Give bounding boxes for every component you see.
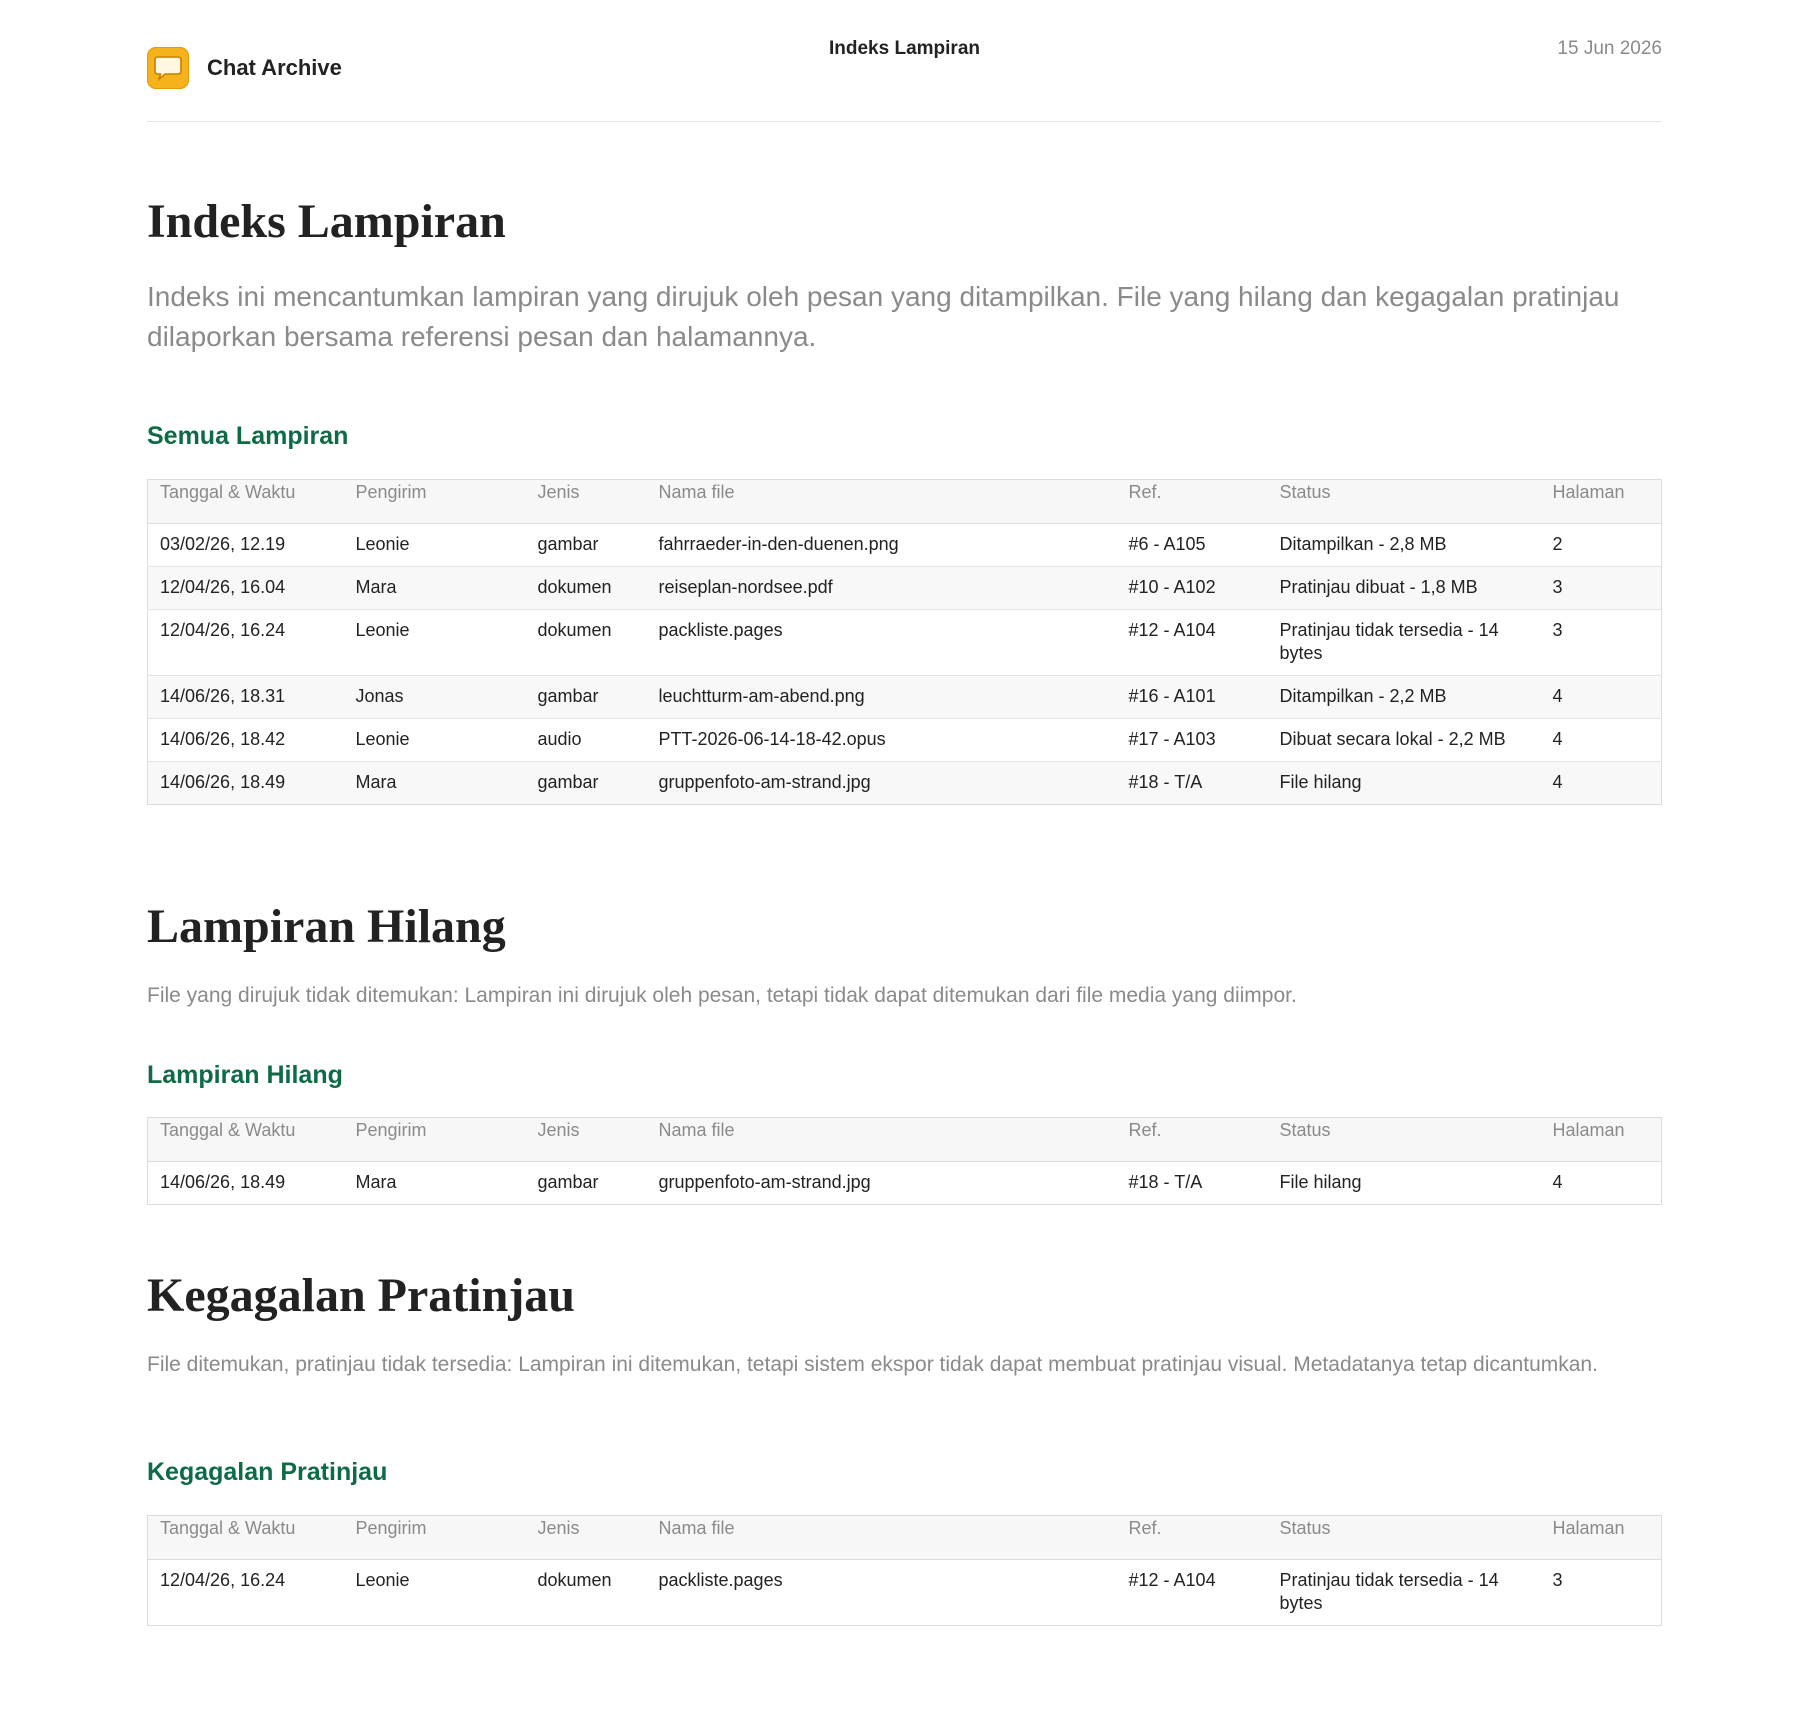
page-title: Indeks Lampiran [147,195,506,248]
cell-page: 3 [1541,610,1662,676]
cell-filename: leuchtturm-am-abend.png [647,676,1117,719]
table-header-row [148,480,1662,524]
column-header-ref: Ref. [1117,1516,1268,1560]
document-page [147,0,1662,1613]
all-attachments-heading: Semua Lampiran [147,422,349,450]
cell-date-time: 12/04/26, 16.24 [148,610,344,676]
table-header-row [148,1516,1662,1560]
intro-lead: Indeks ini mencantumkan lampiran yang dirujuk oleh pesan yang ditampilkan. File yang hilang dan kegagalan pratinjau dilaporkan bersama referensi pesan dan halamannya. [147,281,1620,352]
cell-filename: reiseplan-nordsee.pdf [647,567,1117,610]
table-header-row [148,1118,1662,1162]
cell-type: gambar [537,1172,599,1192]
column-header-date-time: Tanggal & Waktu [148,1118,344,1162]
column-header-filename: Nama file [647,1516,1117,1560]
column-header-date-time: Tanggal & Waktu [148,480,344,524]
cell-date-time: 14/06/26, 18.42 [148,719,344,762]
cell-ref: #18 - T/A [1128,1172,1203,1192]
column-header-status: Status [1268,1118,1541,1162]
preview-failures-table [147,1515,1662,1626]
column-header-type: Jenis [526,1516,647,1560]
page-header [147,0,1662,122]
cell-ref: #10 - A102 [1117,567,1268,610]
cell-page: 3 [1541,567,1662,610]
cell-type: gambar [526,676,647,719]
cell-status: Dibuat secara lokal - 2,2 MB [1268,719,1541,762]
cell-status: Pratinjau tidak tersedia - 14 bytes [1279,1570,1499,1613]
cell-filename: PTT-2026-06-14-18-42.opus [647,719,1117,762]
cell-date-time: 12/04/26, 16.04 [148,567,344,610]
cell-sender: Jonas [344,676,526,719]
table-row [148,524,1662,567]
column-header-page: Halaman [1541,1118,1662,1162]
cell-ref: #12 - A104 [1117,610,1268,676]
cell-ref: #12 - A104 [1128,1570,1216,1590]
cell-sender: Leonie [355,1570,410,1590]
column-header-status: Status [1268,480,1541,524]
header-title: Indeks Lampiran [829,38,980,59]
table-row [148,762,1662,805]
cell-status: File hilang [1268,762,1541,805]
cell-date-time: 12/04/26, 16.24 [160,1570,286,1590]
cell-status: Ditampilkan - 2,2 MB [1268,676,1541,719]
cell-status: Ditampilkan - 2,8 MB [1268,524,1541,567]
preview-failures-heading: Kegagalan Pratinjau [147,1458,388,1486]
cell-page: 3 [1552,1570,1563,1590]
column-header-page: Halaman [1541,1516,1662,1560]
header-date: 15 Jun 2026 [1557,38,1662,59]
cell-page: 4 [1541,762,1662,805]
cell-ref: #16 - A101 [1117,676,1268,719]
cell-type: gambar [526,524,647,567]
column-header-type: Jenis [526,480,647,524]
column-header-filename: Nama file [647,1118,1117,1162]
failures-section-title: Kegagalan Pratinjau [147,1269,575,1322]
column-header-filename: Nama file [647,480,1117,524]
table-row [148,610,1662,676]
cell-filename: packliste.pages [658,1570,783,1590]
cell-sender: Leonie [344,719,526,762]
cell-sender: Mara [355,1172,397,1192]
column-header-type: Jenis [526,1118,647,1162]
cell-status: Pratinjau tidak tersedia - 14 bytes [1268,610,1541,676]
cell-filename: packliste.pages [647,610,1117,676]
column-header-status: Status [1268,1516,1541,1560]
cell-date-time: 14/06/26, 18.49 [148,762,344,805]
missing-attachments-heading: Lampiran Hilang [147,1061,343,1089]
column-header-page: Halaman [1541,480,1662,524]
cell-filename: gruppenfoto-am-strand.jpg [658,1172,871,1192]
cell-page: 4 [1541,676,1662,719]
cell-filename: fahrraeder-in-den-duenen.png [647,524,1117,567]
cell-type: dokumen [537,1570,612,1590]
missing-section-title: Lampiran Hilang [147,900,506,953]
cell-sender: Mara [344,567,526,610]
column-header-sender: Pengirim [344,1118,526,1162]
cell-date-time: 14/06/26, 18.49 [160,1172,286,1192]
column-header-sender: Pengirim [344,480,526,524]
cell-status: Pratinjau dibuat - 1,8 MB [1268,567,1541,610]
missing-description: File yang dirujuk tidak ditemukan: Lampiran ini dirujuk oleh pesan, tetapi tidak dapat ditemukan dari file media yang diimpor. [147,984,1297,1007]
cell-filename: gruppenfoto-am-strand.jpg [647,762,1117,805]
cell-sender: Leonie [344,610,526,676]
missing-attachments-table [147,1117,1662,1205]
cell-page: 4 [1541,719,1662,762]
table-row [148,1162,1662,1205]
cell-ref: #17 - A103 [1117,719,1268,762]
table-row [148,567,1662,610]
cell-type: gambar [526,762,647,805]
cell-sender: Mara [344,762,526,805]
cell-type: dokumen [526,567,647,610]
table-row [148,719,1662,762]
app-name: Chat Archive [207,55,342,80]
cell-page: 4 [1552,1172,1563,1192]
table-row [148,1560,1662,1626]
cell-date-time: 03/02/26, 12.19 [148,524,344,567]
cell-status: File hilang [1279,1172,1362,1192]
column-header-sender: Pengirim [344,1516,526,1560]
cell-sender: Leonie [344,524,526,567]
cell-page: 2 [1541,524,1662,567]
table-row [148,676,1662,719]
column-header-ref: Ref. [1117,480,1268,524]
failures-description: File ditemukan, pratinjau tidak tersedia: Lampiran ini ditemukan, tetapi sistem ekspor tidak dapat membuat pratinjau visual. Metadatanya tetap dicantumkan. [147,1353,1598,1376]
all-attachments-table [147,479,1662,805]
cell-type: dokumen [526,610,647,676]
cell-date-time: 14/06/26, 18.31 [148,676,344,719]
cell-ref: #18 - T/A [1117,762,1268,805]
column-header-date-time: Tanggal & Waktu [148,1516,344,1560]
column-header-ref: Ref. [1117,1118,1268,1162]
cell-type: audio [526,719,647,762]
cell-ref: #6 - A105 [1117,524,1268,567]
